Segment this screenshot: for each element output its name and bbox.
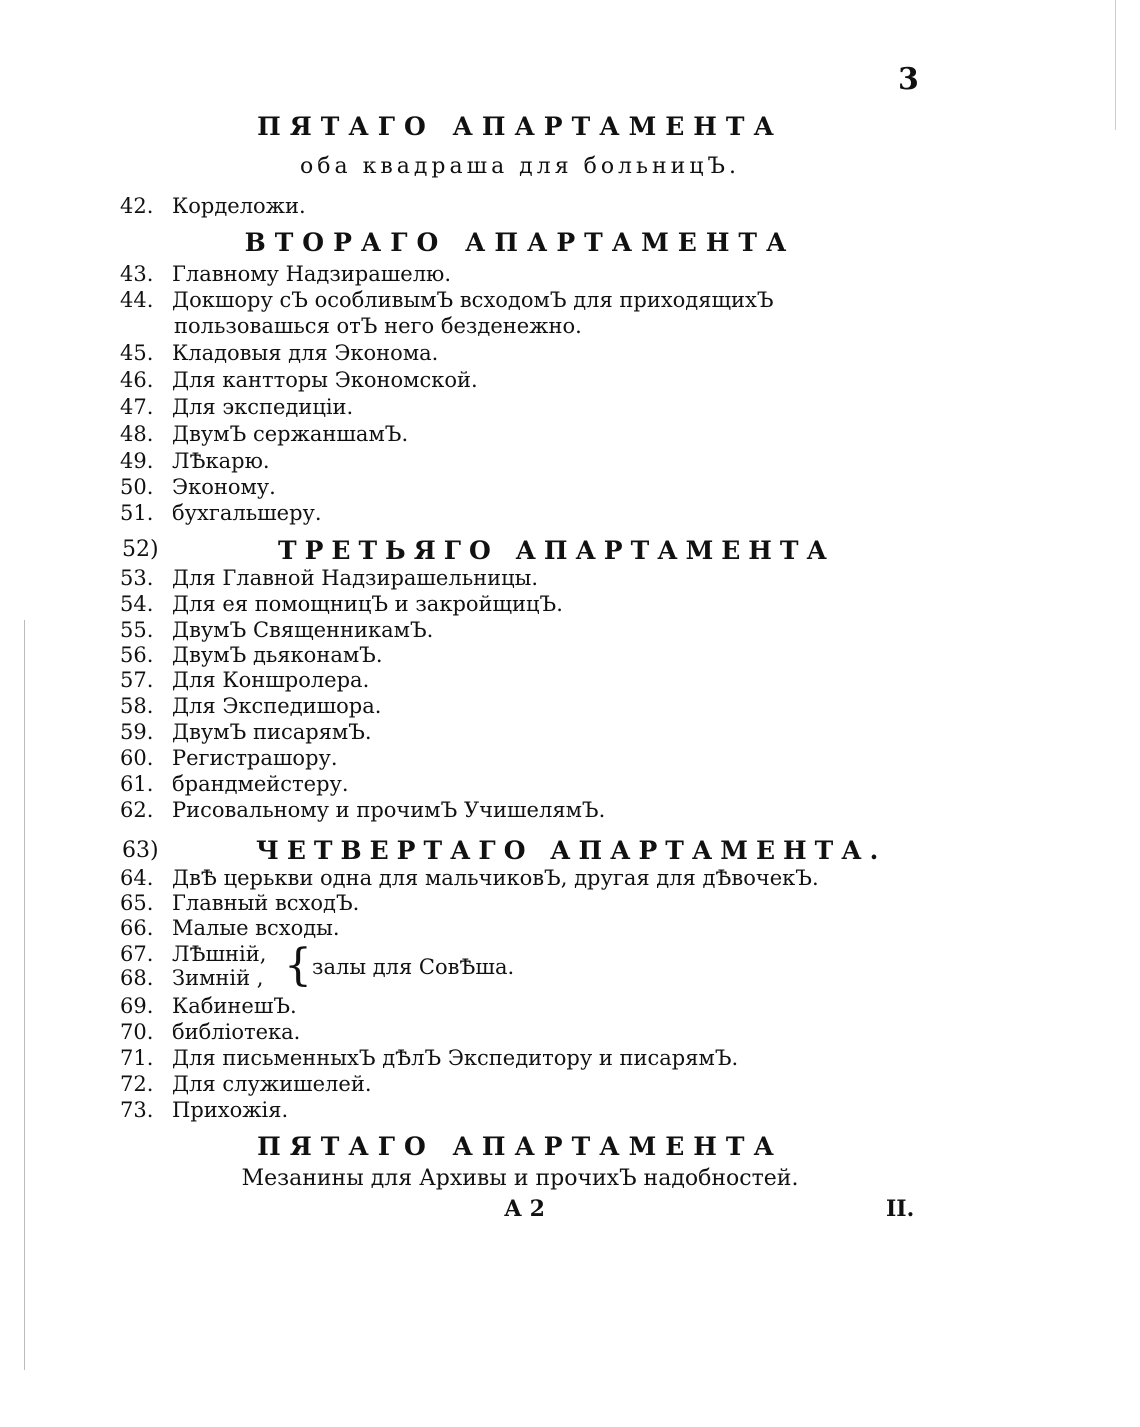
list-item: [120, 422, 408, 446]
list-item: [120, 592, 563, 616]
item-text: Для ея помощницЪ и закройщицЪ.: [172, 592, 563, 616]
list-item: [120, 1072, 372, 1096]
item-text: Для служишелей.: [172, 1072, 372, 1096]
item-text: ДвумЪ СвященникамЪ.: [172, 618, 434, 642]
item-text: Регистрашору.: [172, 746, 338, 770]
list-item: [120, 475, 276, 499]
item-text: ДвумЪ дьяконамЪ.: [172, 643, 383, 667]
list-item: [120, 1046, 738, 1070]
item-text: Зимнiй ,: [172, 966, 264, 990]
section-number-3: 52): [122, 537, 159, 562]
folio-mark: II.: [886, 1196, 915, 1222]
item-number: 53.: [120, 566, 154, 590]
item-number: 56.: [120, 643, 154, 667]
curly-brace-icon: {: [284, 940, 312, 991]
item-number: 60.: [120, 746, 154, 770]
item-continuation: пользовашься отЪ него безденежно.: [174, 314, 582, 338]
list-item: [120, 194, 306, 218]
list-item: [120, 942, 266, 966]
page-number: 3: [898, 62, 919, 97]
item-number: 45.: [120, 341, 154, 365]
list-item: [120, 668, 369, 692]
list-item: [120, 746, 338, 770]
list-item: [120, 262, 451, 286]
list-item: [120, 798, 605, 822]
item-text: Для Главной Надзирашельницы.: [172, 566, 539, 590]
item-number: 48.: [120, 422, 154, 446]
list-item: [120, 618, 433, 642]
item-text: ДвумЪ сержаншамЪ.: [172, 422, 409, 446]
item-text: Рисовальному и прочимЪ УчишелямЪ.: [172, 798, 606, 822]
item-number: 46.: [120, 368, 154, 392]
item-number: 57.: [120, 668, 154, 692]
list-item: [120, 368, 478, 392]
item-text: Для экспедицiи.: [172, 395, 354, 419]
item-text: ДвѢ церькви одна для мальчиковЪ, другая для дѢвочекЪ.: [172, 866, 819, 890]
item-number: 72.: [120, 1072, 154, 1096]
section-heading-2: ВТОРАГО АПАРТАМЕНТА: [244, 228, 796, 257]
item-number: 42.: [120, 194, 154, 218]
item-number: 67.: [120, 942, 154, 966]
item-text: Для письменныхЪ дѢлЪ Экспедитору и писарямЪ.: [172, 1046, 739, 1070]
item-number: 68.: [120, 966, 154, 990]
item-text: Главному Надзирашелю.: [172, 262, 452, 286]
item-number: 50.: [120, 475, 154, 499]
item-number: 47.: [120, 395, 154, 419]
scan-edge-line: [24, 620, 25, 1370]
list-item: [120, 501, 322, 525]
item-text: ЛѢшнiй,: [172, 942, 267, 966]
section-heading-5: ПЯТАГО АПАРТАМЕНТА: [257, 112, 783, 141]
item-text: Докшору сЪ особливымЪ всходомЪ для приходящихЪ: [172, 288, 774, 312]
item-number: 54.: [120, 592, 154, 616]
item-number: 64.: [120, 866, 154, 890]
item-number: 43.: [120, 262, 154, 286]
section-heading-4: ЧЕТВЕРТАГО АПАРТАМЕНТА.: [256, 836, 887, 865]
item-number: 73.: [120, 1098, 154, 1122]
item-number: 55.: [120, 618, 154, 642]
item-text: библiотека.: [172, 1020, 301, 1044]
item-number: 44.: [120, 288, 154, 312]
list-item: [120, 994, 297, 1018]
list-item: [120, 341, 438, 365]
list-item: [120, 288, 774, 312]
item-number: 58.: [120, 694, 154, 718]
item-text: Корделожи.: [172, 194, 306, 218]
item-text: Эконому.: [172, 475, 276, 499]
list-item: [120, 643, 383, 667]
brace-label: залы для СовѢша.: [312, 955, 515, 979]
list-item: [120, 916, 340, 940]
list-item: [120, 1098, 288, 1122]
item-text: Прихожiя.: [172, 1098, 289, 1122]
item-text: ДвумЪ писарямЪ.: [172, 720, 372, 744]
scan-edge-line-right: [1115, 0, 1116, 130]
item-number: 51.: [120, 501, 154, 525]
item-text: бухгальшеру.: [172, 501, 322, 525]
section-number-4: 63): [122, 838, 159, 863]
list-item: [120, 1020, 300, 1044]
list-item: [120, 891, 359, 915]
item-number: 49.: [120, 449, 154, 473]
section-subheading-5: оба квадраша для больницЪ.: [300, 154, 740, 179]
list-item: [120, 866, 819, 890]
item-number: 71.: [120, 1046, 154, 1070]
item-text: ЛѢкарю.: [172, 449, 270, 473]
signature-mark: А 2: [504, 1196, 545, 1222]
list-item: [120, 395, 353, 419]
item-text: брандмейстеру.: [172, 772, 349, 796]
item-text: Для Экспедишора.: [172, 694, 382, 718]
item-number: 59.: [120, 720, 154, 744]
item-text: Главный всходЪ.: [172, 891, 360, 915]
item-text: Для Коншролера.: [172, 668, 370, 692]
list-item: [120, 720, 372, 744]
item-text: Для кантторы Экономской.: [172, 368, 478, 392]
item-number: 62.: [120, 798, 154, 822]
list-item: [120, 772, 349, 796]
item-number: 69.: [120, 994, 154, 1018]
section-heading-3: ТРЕТЬЯГО АПАРТАМЕНТА: [278, 536, 835, 565]
item-number: 70.: [120, 1020, 154, 1044]
section-heading-5-footer: ПЯТАГО АПАРТАМЕНТА: [257, 1132, 783, 1161]
section-subheading-5-footer: Мезанины для Архивы и прочихЪ надобностей.: [241, 1166, 799, 1191]
item-number: 61.: [120, 772, 154, 796]
list-item: [120, 966, 263, 990]
list-item: [120, 566, 538, 590]
item-number: 66.: [120, 916, 154, 940]
item-text: Малые всходы.: [172, 916, 340, 940]
item-text: Кладовыя для Эконома.: [172, 341, 439, 365]
list-item: [120, 694, 381, 718]
item-number: 65.: [120, 891, 154, 915]
item-text: КабинешЪ.: [172, 994, 297, 1018]
list-item: [120, 449, 270, 473]
